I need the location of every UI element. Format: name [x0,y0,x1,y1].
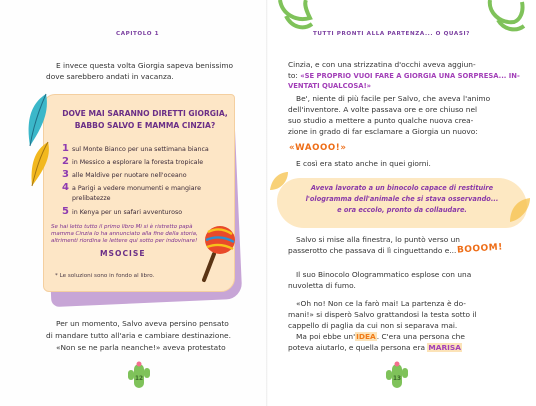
option-4-number: 4 [62,182,69,193]
p7-line-1-prefix: Ma poi ebbe un' [296,332,356,341]
scrambled-letters: MSOCISE [100,249,146,258]
p1-line-2-prefix: to: [288,71,301,80]
p2-line-4: zione in grado di far esclamare a Giorgia un nuovo: [288,127,478,136]
option-1-text: sul Monte Bianco per una settimana bianca [72,146,209,153]
p1-quote-2: VENTATI QUALCOSA!» [288,82,372,90]
p6-line-3: cappello di paglia da cui non si separava mai. [288,321,458,330]
boom-exclamation: BOOOM! [456,242,504,256]
p1-line-1: Cinzia, e con una strizzatina d'occhi aveva aggiun- [288,60,476,69]
p3-line: E così era stato anche in quei giorni. [296,159,431,168]
feather-yellow-icon [28,140,54,188]
body-line-2: di mandare tutto all'aria e cambiare destinazione. [46,331,231,340]
option-5-number: 5 [62,206,69,217]
p2-line-2: dell'inventore. A volte passava ore e ore chiuso nel [288,105,478,114]
option-2-number: 2 [62,156,69,167]
blob-line-3: e ora eccolo, pronto da collaudare. [337,206,467,214]
option-4-text-line-1: a Parigi a vedere monumenti e mangiare [72,185,201,192]
maraca-icon [194,222,238,284]
marisa-word: MARISA [428,343,461,352]
blob-line-2: l'ologramma dell'animale che si stava osservando... [305,195,499,203]
option-2-text: in Messico a esplorare la foresta tropicale [72,159,204,166]
card-note-line-2: mamma Cinzia lo ha annunciato alla fine della storia, [51,231,198,237]
intro-line-2: dove sarebbero andati in vacanza. [46,72,174,81]
p7-line-2 [288,342,462,354]
idea-word: IDEA [356,332,376,341]
option-1-number: 1 [62,143,69,154]
p2-line-1: Be', niente di più facile per Salvo, che aveva l'animo [296,94,491,103]
card-footnote: * Le soluzioni sono in fondo al libro. [55,273,155,279]
card-title-line-1: DOVE MAI SARANNO DIRETTI GIORGIA, [62,109,228,118]
cactus-icon-left [128,360,150,390]
page-number-left: 12 [135,376,144,382]
p4-line-1: Salvo si mise alla finestra, lo puntò verso un [296,235,460,244]
p5-line-2: nuvoletta di fumo. [288,281,356,290]
vine-icon-top-left [276,0,316,36]
p4-line-2: passerotto che passava di lì cinguettando e... [288,246,457,255]
blob-line-1: Aveva lavorato a un binocolo capace di restituire [310,184,494,192]
vine-icon-top-right [484,0,528,36]
card-note-line-1: Se hai letto tutto il primo libro Mi si è ristretto papà [51,224,193,230]
p5-line-1: Il suo Binocolo Ologrammatico esplose con una [296,270,472,279]
intro-line-1: E invece questa volta Giorgia sapeva benissimo [56,61,234,70]
p7-line-1 [296,331,465,343]
cactus-icon-right [386,360,408,390]
card-title-line-2: BABBO SALVO E MAMMA CINZIA? [74,121,216,130]
waooo-exclamation: «WAOOO!» [289,143,347,153]
running-head-left: CAPITOLO 1 [116,31,160,37]
option-3-text: alle Maldive per nuotare nell'oceano [72,172,187,179]
page-number-right: 13 [393,376,402,382]
card-note-line-3: altrimenti riordina le lettere qui sotto per indovinare! [51,238,198,244]
option-5-text: in Kenya per un safari avventuroso [72,209,183,216]
body-line-1: Per un momento, Salvo aveva persino pensato [56,319,229,328]
option-3-number: 3 [62,169,69,180]
p6-line-2: mani!» si disperò Salvo grattandosi la testa sotto il [288,310,477,319]
p1-quote-1: «SE PROPRIO VUOI FARE A GIORGIA UNA SORPRESA... IN- [300,72,520,80]
p2-line-3: suo studio a mettere a punto qualche nuova crea- [288,116,474,125]
running-head-right: TUTTI PRONTI ALLA PARTENZA... O QUASI? [313,31,470,37]
p7-line-2-prefix: poteva aiutarlo, e quella persona era [288,343,428,352]
p6-line-1: «Oh no! Non ce la farò mai! La partenza è do- [296,299,466,308]
p7-line-1-suffix: . C'era una persona che [376,332,465,341]
body-line-3: «Non se ne parla neanche!» aveva protestato [56,343,226,352]
option-4-text-line-2: prelibatezze [72,195,111,202]
